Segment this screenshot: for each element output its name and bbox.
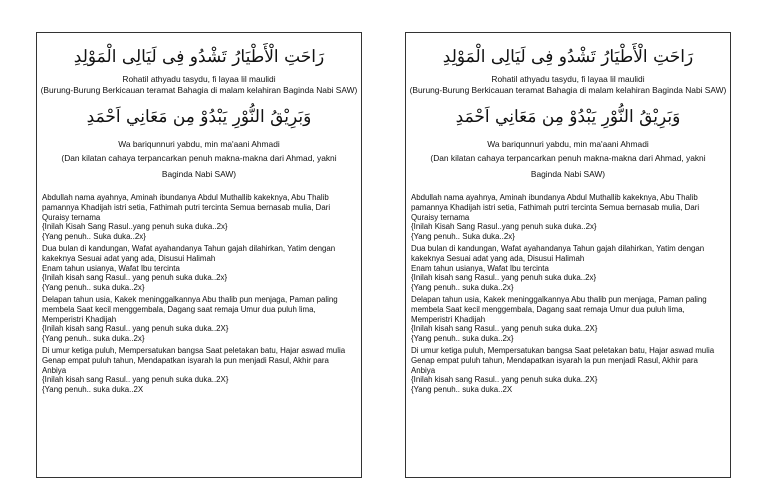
chorus-line: {Yang penuh.. suka duka..2X: [411, 385, 513, 395]
title-meaning: (Burung-Burung Berkicauan teramat Bahagia di malam kelahiran Baginda Nabi SAW): [409, 85, 727, 95]
verse-line: Di umur ketiga puluh, Mempersatukan bangsa Saat peletakan batu, Hajar aswad mulia: [42, 345, 346, 355]
chorus-line: {Yang penuh.. suka duka..2x}: [411, 334, 514, 344]
document-page-right: [405, 32, 731, 478]
document-page-left: [36, 32, 362, 478]
arabic-subtitle: وَبَرِيْقُ النُّوْرِ يَبْدُوْ مِن مَعَانِي اَحْمَدِ: [86, 107, 312, 127]
chorus-line: {Yang penuh.. suka duka..2x}: [42, 283, 145, 293]
verse-line: Enam tahun usianya, Wafat Ibu tercinta: [411, 263, 549, 273]
chorus-line: {Yang penuh.. suka duka..2x}: [42, 334, 145, 344]
verse-line: Abdullah nama ayahnya, Aminah ibundanya Abdul Muthallib kakeknya, Abu Thalib: [411, 193, 698, 202]
verse-line: Memperistri Khadijah: [411, 314, 486, 324]
title-transliteration: Rohatil athyadu tasydu, fi layaa lil maulidi: [491, 74, 645, 84]
chorus-line: {Inilah Kisah Sang Rasul..yang penuh suka duka..2x}: [411, 222, 597, 232]
chorus-line: {Inilah kisah sang Rasul.. yang penuh suka duka..2x}: [42, 273, 228, 283]
verse-line: pamannya Khadijah istri setia, Fathimah putri tercinta Semua bernasab mulia, Dari: [42, 202, 331, 212]
verse-list: [37, 193, 361, 395]
chorus-line: {Inilah kisah sang Rasul.. yang penuh suka duka..2X}: [411, 324, 598, 334]
subtitle-transliteration: Wa bariqunnuri yabdu, min ma'aani Ahmadi: [487, 139, 649, 149]
chorus-line: {Inilah kisah sang Rasul.. yang penuh suka duka..2X}: [42, 375, 229, 385]
chorus-line: {Yang penuh.. suka duka..2x}: [411, 283, 514, 293]
verse-line: Dua bulan di kandungan, Wafat ayahandanya Tahun gajah dilahirkan, Yatim dengan: [411, 243, 705, 253]
verse-line: kakeknya Sesuai adat yang ada, Disusui Halimah: [411, 253, 585, 263]
chorus-line: {Inilah kisah sang Rasul.. yang penuh suka duka..2X}: [42, 324, 229, 334]
subtitle-meaning-line-1: (Dan kilatan cahaya terpancarkan penuh makna-makna dari Ahmad, yakni: [61, 153, 337, 163]
subtitle-meaning-line-1: (Dan kilatan cahaya terpancarkan penuh makna-makna dari Ahmad, yakni: [430, 153, 706, 163]
chorus-line: {Inilah kisah sang Rasul.. yang penuh suka duka..2x}: [411, 273, 597, 283]
chorus-line: {Inilah kisah sang Rasul.. yang penuh suka duka..2X}: [411, 375, 598, 385]
verse-line: Quraisy ternama: [411, 212, 470, 222]
verse-line: Delapan tahun usia, Kakek meninggalkannya Abu thalib pun menjaga, Paman paling: [42, 294, 338, 304]
verse-line: kakeknya Sesuai adat yang ada, Disusui Halimah: [42, 253, 216, 263]
verse-line: Delapan tahun usia, Kakek meninggalkannya Abu thalib pun menjaga, Paman paling: [411, 294, 707, 304]
arabic-subtitle: وَبَرِيْقُ النُّوْرِ يَبْدُوْ مِن مَعَانِي اَحْمَدِ: [455, 107, 681, 127]
verse-line: Genap empat puluh tahun, Mendapatkan isyarah la pun menjadi Rasul, Akhir para: [411, 355, 698, 365]
verse-line: Enam tahun usianya, Wafat Ibu tercinta: [42, 263, 180, 273]
verse-line: Quraisy ternama: [42, 212, 101, 222]
verse-line: pamannya Khadijah istri setia, Fathimah putri tercinta Semua bernasab mulia, Dari: [411, 202, 700, 212]
subtitle-meaning-line-2: Baginda Nabi SAW): [161, 169, 237, 179]
verse-line: Genap empat puluh tahun, Mendapatkan isyarah la pun menjadi Rasul, Akhir para: [42, 355, 329, 365]
chorus-line: {Inilah Kisah Sang Rasul..yang penuh suka duka..2x}: [42, 222, 228, 232]
arabic-title: رَاحَتِ الْأَطْيَارُ تَشْدُو فِى لَيَالِى الْمَوْلِدِ: [442, 47, 694, 67]
verse-line: Dua bulan di kandungan, Wafat ayahandanya Tahun gajah dilahirkan, Yatim dengan: [42, 243, 336, 253]
chorus-line: {Yang penuh.. Suka duka..2x}: [42, 232, 146, 242]
verse-line: Memperistri Khadijah: [42, 314, 117, 324]
title-meaning: (Burung-Burung Berkicauan teramat Bahagia di malam kelahiran Baginda Nabi SAW): [40, 85, 358, 95]
chorus-line: {Yang penuh.. Suka duka..2x}: [411, 232, 515, 242]
verse-line: membela Saat kecil menggembala, Dagang saat remaja Umur dua puluh lima,: [42, 304, 316, 314]
arabic-title: رَاحَتِ الْأَطْيَارُ تَشْدُو فِى لَيَالِى الْمَوْلِدِ: [73, 47, 325, 67]
subtitle-meaning-line-2: Baginda Nabi SAW): [530, 169, 606, 179]
verse-line: Di umur ketiga puluh, Mempersatukan bangsa Saat peletakan batu, Hajar aswad mulia: [411, 345, 715, 355]
title-transliteration: Rohatil athyadu tasydu, fi layaa lil maulidi: [122, 74, 276, 84]
verse-list: [406, 193, 730, 395]
verse-line: Anbiya: [411, 365, 436, 375]
verse-line: Abdullah nama ayahnya, Aminah ibundanya Abdul Muthallib kakeknya, Abu Thalib: [42, 193, 329, 202]
chorus-line: {Yang penuh.. suka duka..2X: [42, 385, 144, 395]
subtitle-transliteration: Wa bariqunnuri yabdu, min ma'aani Ahmadi: [118, 139, 280, 149]
verse-line: membela Saat kecil menggembala, Dagang saat remaja Umur dua puluh lima,: [411, 304, 685, 314]
verse-line: Anbiya: [42, 365, 67, 375]
